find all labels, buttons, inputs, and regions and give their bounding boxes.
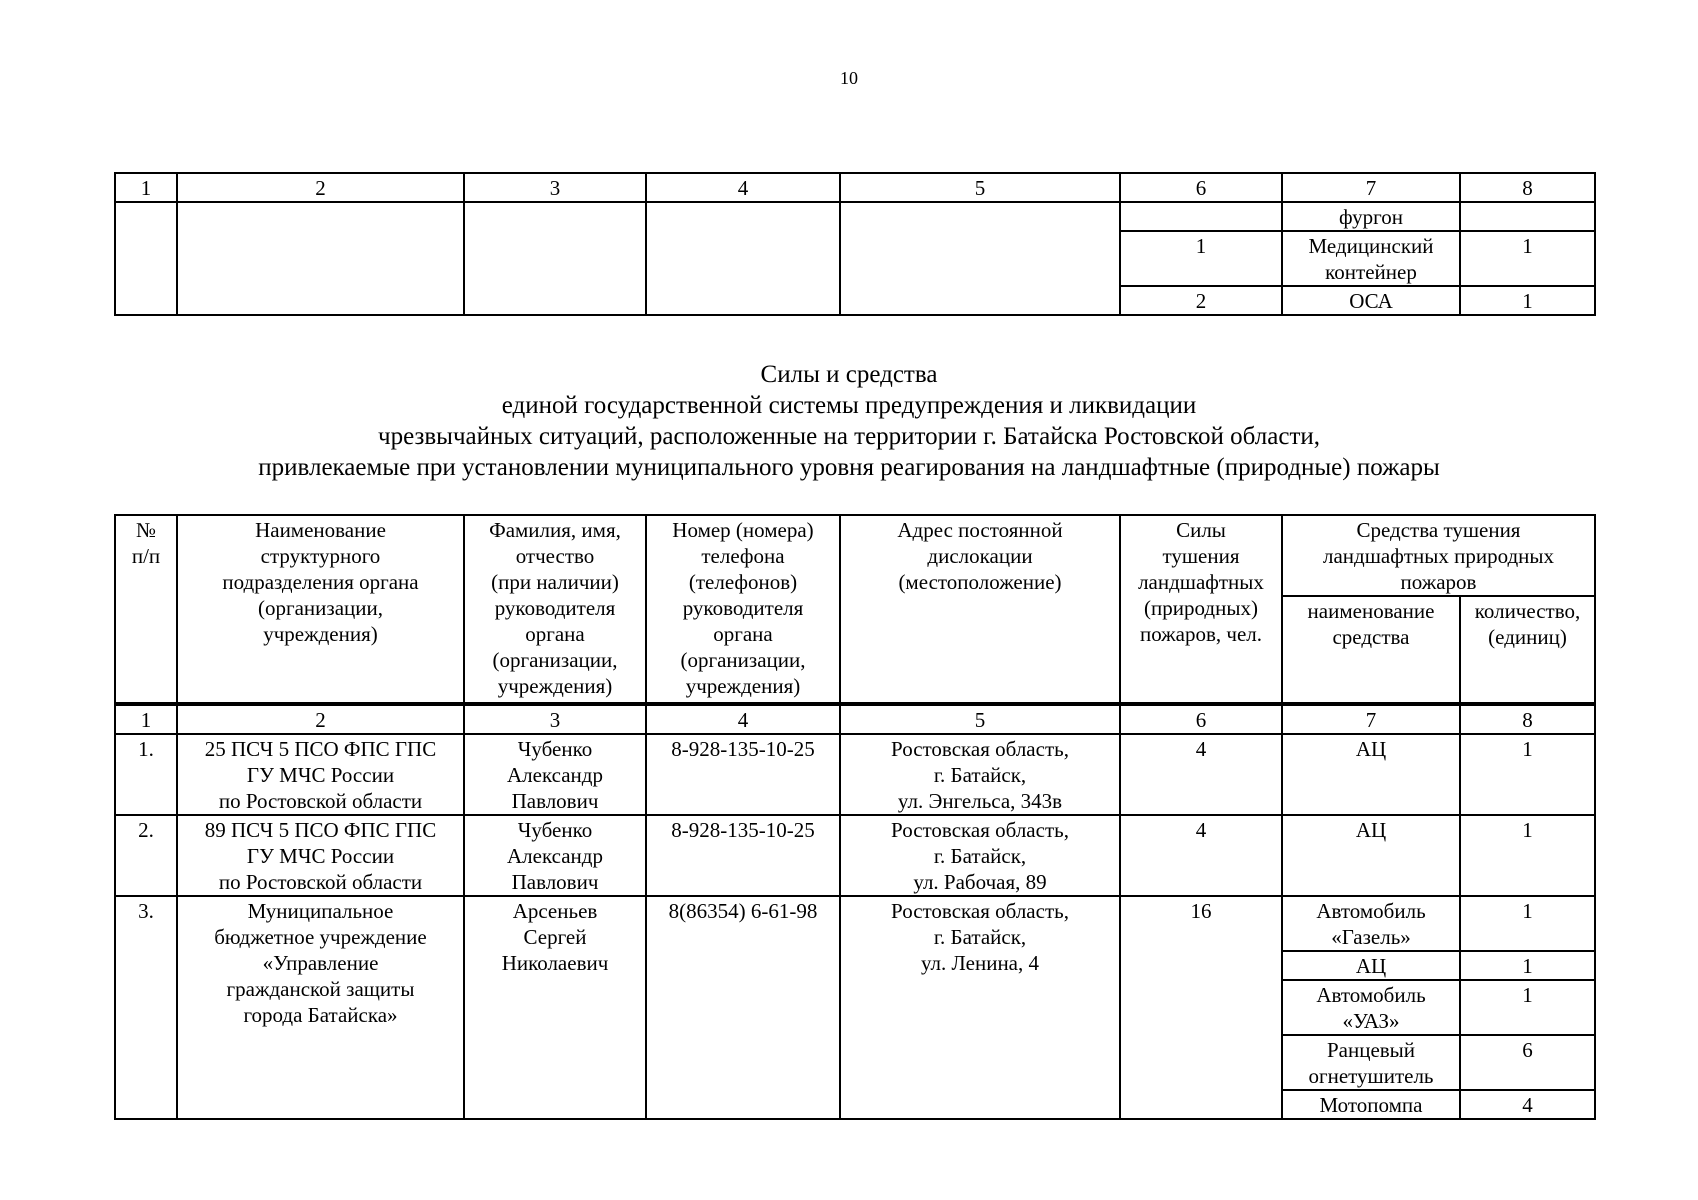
- column-number: 5: [840, 173, 1120, 202]
- column-number: 8: [1460, 704, 1595, 734]
- column-numbers-row: [115, 704, 1595, 734]
- item-number: 1: [1120, 231, 1282, 286]
- column-numbers-row: [115, 173, 1595, 202]
- header-phone: Номер (номера) телефона (телефонов) руководителя органа (организации, учреждения): [646, 515, 840, 704]
- column-number: 4: [646, 173, 840, 202]
- head-name: Чубенко Александр Павлович: [464, 815, 646, 896]
- column-number: 6: [1120, 704, 1282, 734]
- header-row: [115, 515, 1595, 596]
- section-heading: [0, 359, 1698, 483]
- item-quantity: 1: [1460, 286, 1595, 315]
- address: Ростовская область, г. Батайск, ул. Рабочая, 89: [840, 815, 1120, 896]
- header-address: Адрес постоянной дислокации (местоположение): [840, 515, 1120, 704]
- address: Ростовская область, г. Батайск, ул. Энгельса, 343в: [840, 734, 1120, 815]
- means-name: Автомобиль «УАЗ»: [1282, 980, 1460, 1035]
- means-name: Мотопомпа: [1282, 1090, 1460, 1119]
- means-name: Ранцевый огнетушитель: [1282, 1035, 1460, 1090]
- heading-line: единой государственной системы предупреждения и ликвидации: [501, 392, 1197, 419]
- empty-cell: [646, 202, 840, 315]
- column-number: 3: [464, 173, 646, 202]
- column-number: 1: [115, 704, 177, 734]
- column-number: 8: [1460, 173, 1595, 202]
- means-name: АЦ: [1282, 951, 1460, 980]
- column-number: 4: [646, 704, 840, 734]
- table-row: [115, 896, 1595, 951]
- heading-line: привлекаемые при установлении муниципального уровня реагирования на ландшафтные (природные) пожары: [258, 454, 1440, 481]
- header-means-name: наименование средства: [1282, 596, 1460, 704]
- table-row: [115, 815, 1595, 896]
- forces-count: 4: [1120, 815, 1282, 896]
- row-number: 1.: [115, 734, 177, 815]
- heading-line: Силы и средства: [760, 361, 938, 388]
- means-qty: 1: [1460, 734, 1595, 815]
- column-number: 7: [1282, 173, 1460, 202]
- means-name: АЦ: [1282, 734, 1460, 815]
- column-number: 6: [1120, 173, 1282, 202]
- means-qty: 1: [1460, 815, 1595, 896]
- header-means-qty: количество, (единиц): [1460, 596, 1595, 704]
- column-number: 1: [115, 173, 177, 202]
- head-name: Арсеньев Сергей Николаевич: [464, 896, 646, 1119]
- item-name: ОСА: [1282, 286, 1460, 315]
- column-number: 2: [177, 704, 464, 734]
- unit-name: 25 ПСЧ 5 ПСО ФПС ГПС ГУ МЧС России по Ростовской области: [177, 734, 464, 815]
- item-number: 2: [1120, 286, 1282, 315]
- item-name: фургон: [1282, 202, 1460, 231]
- column-number: 2: [177, 173, 464, 202]
- column-number: 5: [840, 704, 1120, 734]
- unit-name: Муниципальное бюджетное учреждение «Управление гражданской защиты города Батайска»: [177, 896, 464, 1119]
- address: Ростовская область, г. Батайск, ул. Ленина, 4: [840, 896, 1120, 1119]
- table-row: [115, 202, 1595, 231]
- column-number: 3: [464, 704, 646, 734]
- row-number: 3.: [115, 896, 177, 1119]
- item-quantity: 1: [1460, 231, 1595, 286]
- column-number: 7: [1282, 704, 1460, 734]
- forces-count: 16: [1120, 896, 1282, 1119]
- unit-name: 89 ПСЧ 5 ПСО ФПС ГПС ГУ МЧС России по Ростовской области: [177, 815, 464, 896]
- phone-number: 8(86354) 6-61-98: [646, 896, 840, 1119]
- means-qty: 1: [1460, 980, 1595, 1035]
- forces-count: 4: [1120, 734, 1282, 815]
- item-quantity: [1460, 202, 1595, 231]
- row-number: 2.: [115, 815, 177, 896]
- means-qty: 4: [1460, 1090, 1595, 1119]
- means-qty: 1: [1460, 896, 1595, 951]
- page-number: 10: [840, 68, 858, 88]
- item-number: [1120, 202, 1282, 231]
- empty-cell: [840, 202, 1120, 315]
- header-unit: Наименование структурного подразделения органа (организации, учреждения): [177, 515, 464, 704]
- head-name: Чубенко Александр Павлович: [464, 734, 646, 815]
- means-qty: 6: [1460, 1035, 1595, 1090]
- means-name: АЦ: [1282, 815, 1460, 896]
- heading-line: чрезвычайных ситуаций, расположенные на территории г. Батайска Ростовской области,: [378, 423, 1320, 450]
- phone-number: 8-928-135-10-25: [646, 815, 840, 896]
- header-forces: Силы тушения ландшафтных (природных) пожаров, чел.: [1120, 515, 1282, 704]
- header-head: Фамилия, имя, отчество (при наличии) руководителя органа (организации, учреждения): [464, 515, 646, 704]
- phone-number: 8-928-135-10-25: [646, 734, 840, 815]
- continuation-table: [114, 172, 1596, 316]
- table-row: [115, 734, 1595, 815]
- empty-cell: [115, 202, 177, 315]
- header-number: № п/п: [115, 515, 177, 704]
- means-name: Автомобиль «Газель»: [1282, 896, 1460, 951]
- forces-table: [114, 514, 1596, 1120]
- item-name: Медицинский контейнер: [1282, 231, 1460, 286]
- empty-cell: [464, 202, 646, 315]
- means-qty: 1: [1460, 951, 1595, 980]
- empty-cell: [177, 202, 464, 315]
- header-means: Средства тушения ландшафтных природных пожаров: [1282, 515, 1595, 596]
